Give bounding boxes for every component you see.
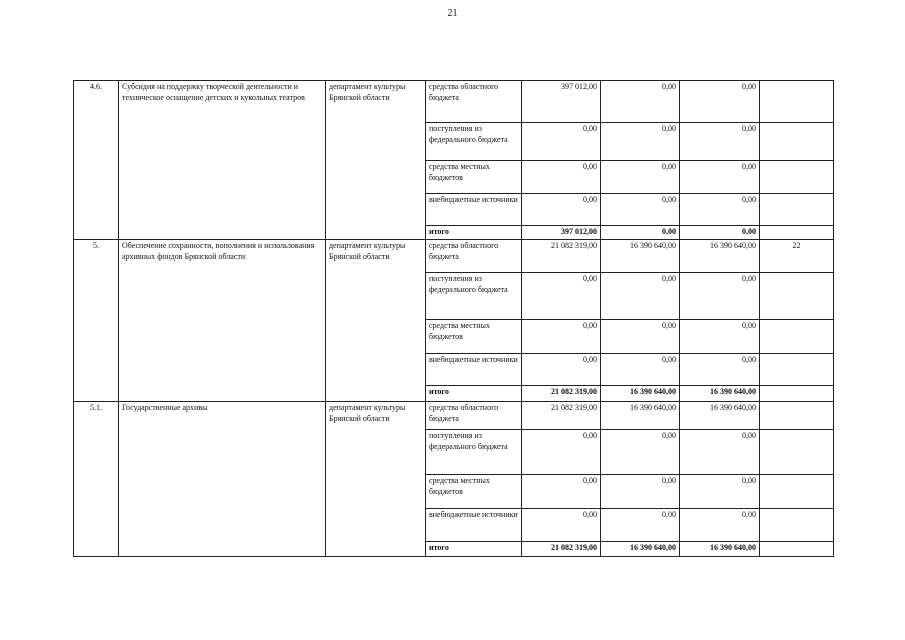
- note-cell-empty: [760, 429, 834, 474]
- amount-year-3: 16 390 640,00: [680, 385, 760, 401]
- amount-year-3: 16 390 640,00: [680, 541, 760, 556]
- section-title: Обеспечение сохранности, пополнения и использования архивных фондов Брянской области: [119, 239, 326, 401]
- amount-year-3: 0,00: [680, 353, 760, 385]
- executor-cell: департамент культуры Брянской области: [326, 81, 426, 240]
- note-cell-empty: [760, 272, 834, 319]
- amount-year-2: 0,00: [601, 508, 680, 541]
- funding-source: средства областного бюджета: [426, 81, 522, 123]
- funding-source: внебюджетные источники: [426, 508, 522, 541]
- amount-year-2: 0,00: [601, 319, 680, 353]
- section-number: 5.: [74, 239, 119, 401]
- amount-year-2: 16 390 640,00: [601, 541, 680, 556]
- amount-year-2: 16 390 640,00: [601, 239, 680, 272]
- amount-year-3: 0,00: [680, 194, 760, 226]
- section-title: Государственные архивы: [119, 401, 326, 556]
- funding-source: итого: [426, 385, 522, 401]
- funding-source: итого: [426, 226, 522, 240]
- note-cell: [760, 81, 834, 123]
- note-cell-empty: [760, 161, 834, 194]
- funding-source: поступления из федерального бюджета: [426, 429, 522, 474]
- amount-year-1: 0,00: [522, 429, 601, 474]
- amount-year-1: 21 082 319,00: [522, 385, 601, 401]
- section-number: 4.6.: [74, 81, 119, 240]
- funding-source: средства местных бюджетов: [426, 161, 522, 194]
- amount-year-2: 0,00: [601, 194, 680, 226]
- note-cell: [760, 401, 834, 429]
- amount-year-1: 21 082 319,00: [522, 239, 601, 272]
- amount-year-2: 0,00: [601, 81, 680, 123]
- section-number: 5.1.: [74, 401, 119, 556]
- amount-year-2: 0,00: [601, 123, 680, 161]
- funding-source: внебюджетные источники: [426, 353, 522, 385]
- note-cell-empty: [760, 194, 834, 226]
- executor-cell: департамент культуры Брянской области: [326, 239, 426, 401]
- amount-year-3: 0,00: [680, 226, 760, 240]
- amount-year-2: 16 390 640,00: [601, 401, 680, 429]
- amount-year-1: 0,00: [522, 161, 601, 194]
- note-cell-empty: [760, 385, 834, 401]
- amount-year-3: 16 390 640,00: [680, 401, 760, 429]
- amount-year-1: 0,00: [522, 474, 601, 508]
- amount-year-2: 0,00: [601, 226, 680, 240]
- amount-year-1: 0,00: [522, 194, 601, 226]
- amount-year-3: 0,00: [680, 508, 760, 541]
- note-cell-empty: [760, 474, 834, 508]
- funding-source: поступления из федерального бюджета: [426, 272, 522, 319]
- funding-source: средства местных бюджетов: [426, 319, 522, 353]
- section-title: Субсидия на поддержку творческой деятельности и техническое оснащение детских и кукольных театров: [119, 81, 326, 240]
- amount-year-3: 0,00: [680, 161, 760, 194]
- funding-source: внебюджетные источники: [426, 194, 522, 226]
- amount-year-3: 0,00: [680, 319, 760, 353]
- note-cell-empty: [760, 319, 834, 353]
- table-row: [74, 81, 834, 123]
- amount-year-1: 397 012,00: [522, 226, 601, 240]
- amount-year-2: 16 390 640,00: [601, 385, 680, 401]
- note-cell: 22: [760, 239, 834, 272]
- funding-source: средства местных бюджетов: [426, 474, 522, 508]
- amount-year-3: 0,00: [680, 429, 760, 474]
- amount-year-1: 0,00: [522, 319, 601, 353]
- amount-year-2: 0,00: [601, 161, 680, 194]
- funding-source: средства областного бюджета: [426, 401, 522, 429]
- funding-source: поступления из федерального бюджета: [426, 123, 522, 161]
- note-cell-empty: [760, 226, 834, 240]
- amount-year-2: 0,00: [601, 272, 680, 319]
- amount-year-1: 0,00: [522, 272, 601, 319]
- note-cell-empty: [760, 541, 834, 556]
- amount-year-1: 0,00: [522, 353, 601, 385]
- amount-year-3: 0,00: [680, 474, 760, 508]
- amount-year-1: 0,00: [522, 123, 601, 161]
- amount-year-1: 397 012,00: [522, 81, 601, 123]
- budget-table: [73, 80, 834, 557]
- amount-year-1: 21 082 319,00: [522, 401, 601, 429]
- amount-year-3: 0,00: [680, 81, 760, 123]
- amount-year-3: 0,00: [680, 272, 760, 319]
- note-cell-empty: [760, 353, 834, 385]
- amount-year-1: 21 082 319,00: [522, 541, 601, 556]
- funding-source: средства областного бюджета: [426, 239, 522, 272]
- funding-source: итого: [426, 541, 522, 556]
- executor-cell: департамент культуры Брянской области: [326, 401, 426, 556]
- amount-year-2: 0,00: [601, 353, 680, 385]
- amount-year-2: 0,00: [601, 474, 680, 508]
- note-cell-empty: [760, 508, 834, 541]
- amount-year-1: 0,00: [522, 508, 601, 541]
- amount-year-3: 16 390 640,00: [680, 239, 760, 272]
- table-row: [74, 401, 834, 429]
- amount-year-2: 0,00: [601, 429, 680, 474]
- note-cell-empty: [760, 123, 834, 161]
- amount-year-3: 0,00: [680, 123, 760, 161]
- page-number: 21: [447, 8, 458, 19]
- table-row: [74, 239, 834, 272]
